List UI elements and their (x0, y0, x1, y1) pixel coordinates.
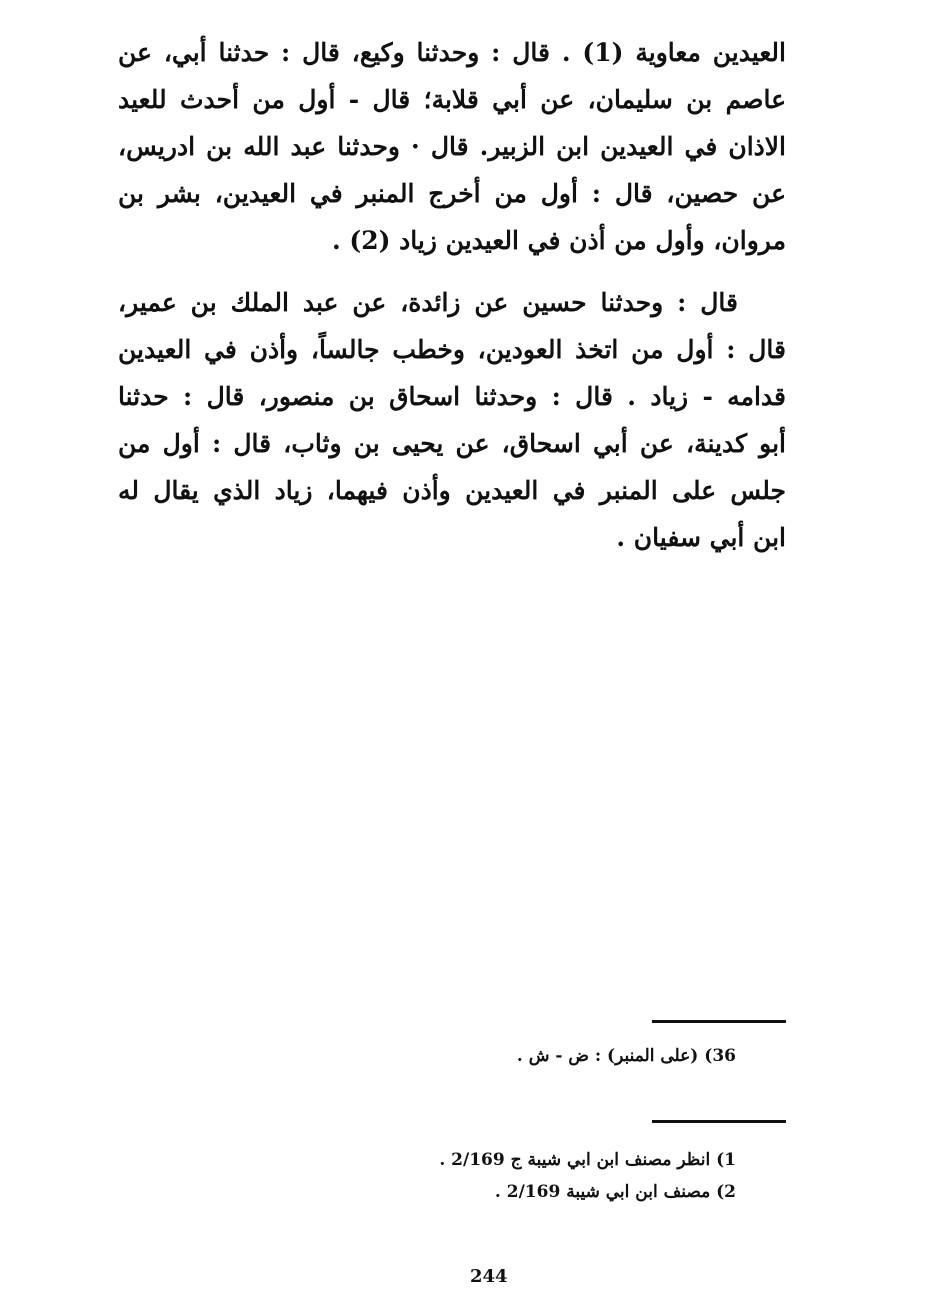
text-line: عن حصين، قال : أول من أخرج المنبر في العيدين، بشر بن (118, 179, 786, 208)
text-line: قال : وحدثنا حسين عن زائدة، عن عبد الملك بن عمير، (118, 288, 738, 317)
editorial-note-rule (652, 1020, 786, 1023)
footnote-1: 1) انظر مصنف ابن ابي شيبة ج 2/169 . (439, 1150, 736, 1170)
page-number: 244 (470, 1266, 508, 1287)
text-line: قدامه - زياد . قال : وحدثنا اسحاق بن منصور، قال : حدثنا (118, 382, 786, 411)
editorial-note: 36) (على المنبر) : ض - ش . (516, 1046, 736, 1066)
footnote-2: 2) مصنف ابن ابي شيبة 2/169 . (494, 1182, 736, 1202)
text-line: قال : أول من اتخذ العودين، وخطب جالساً، وأذن في العيدين (118, 335, 786, 364)
footnote-rule (652, 1120, 786, 1123)
text-line: مروان، وأول من أذن في العيدين زياد (2) . (331, 226, 786, 255)
text-line: جلس على المنبر في العيدين وأذن فيهما، زياد الذي يقال له (118, 476, 786, 505)
text-line: ابن أبي سفيان . (616, 523, 786, 552)
text-line: العيدين معاوية (1) . قال : وحدثنا وكيع، قال : حدثنا أبي، عن (118, 38, 786, 67)
text-line: الاذان في العيدين ابن الزبير. قال · وحدثنا عبد الله بن ادريس، (118, 132, 786, 161)
text-line: عاصم بن سليمان، عن أبي قلابة؛ قال - أول من أحدث للعيد (118, 85, 786, 114)
text-line: أبو كدينة، عن أبي اسحاق، عن يحيى بن وثاب، قال : أول من (118, 429, 786, 458)
